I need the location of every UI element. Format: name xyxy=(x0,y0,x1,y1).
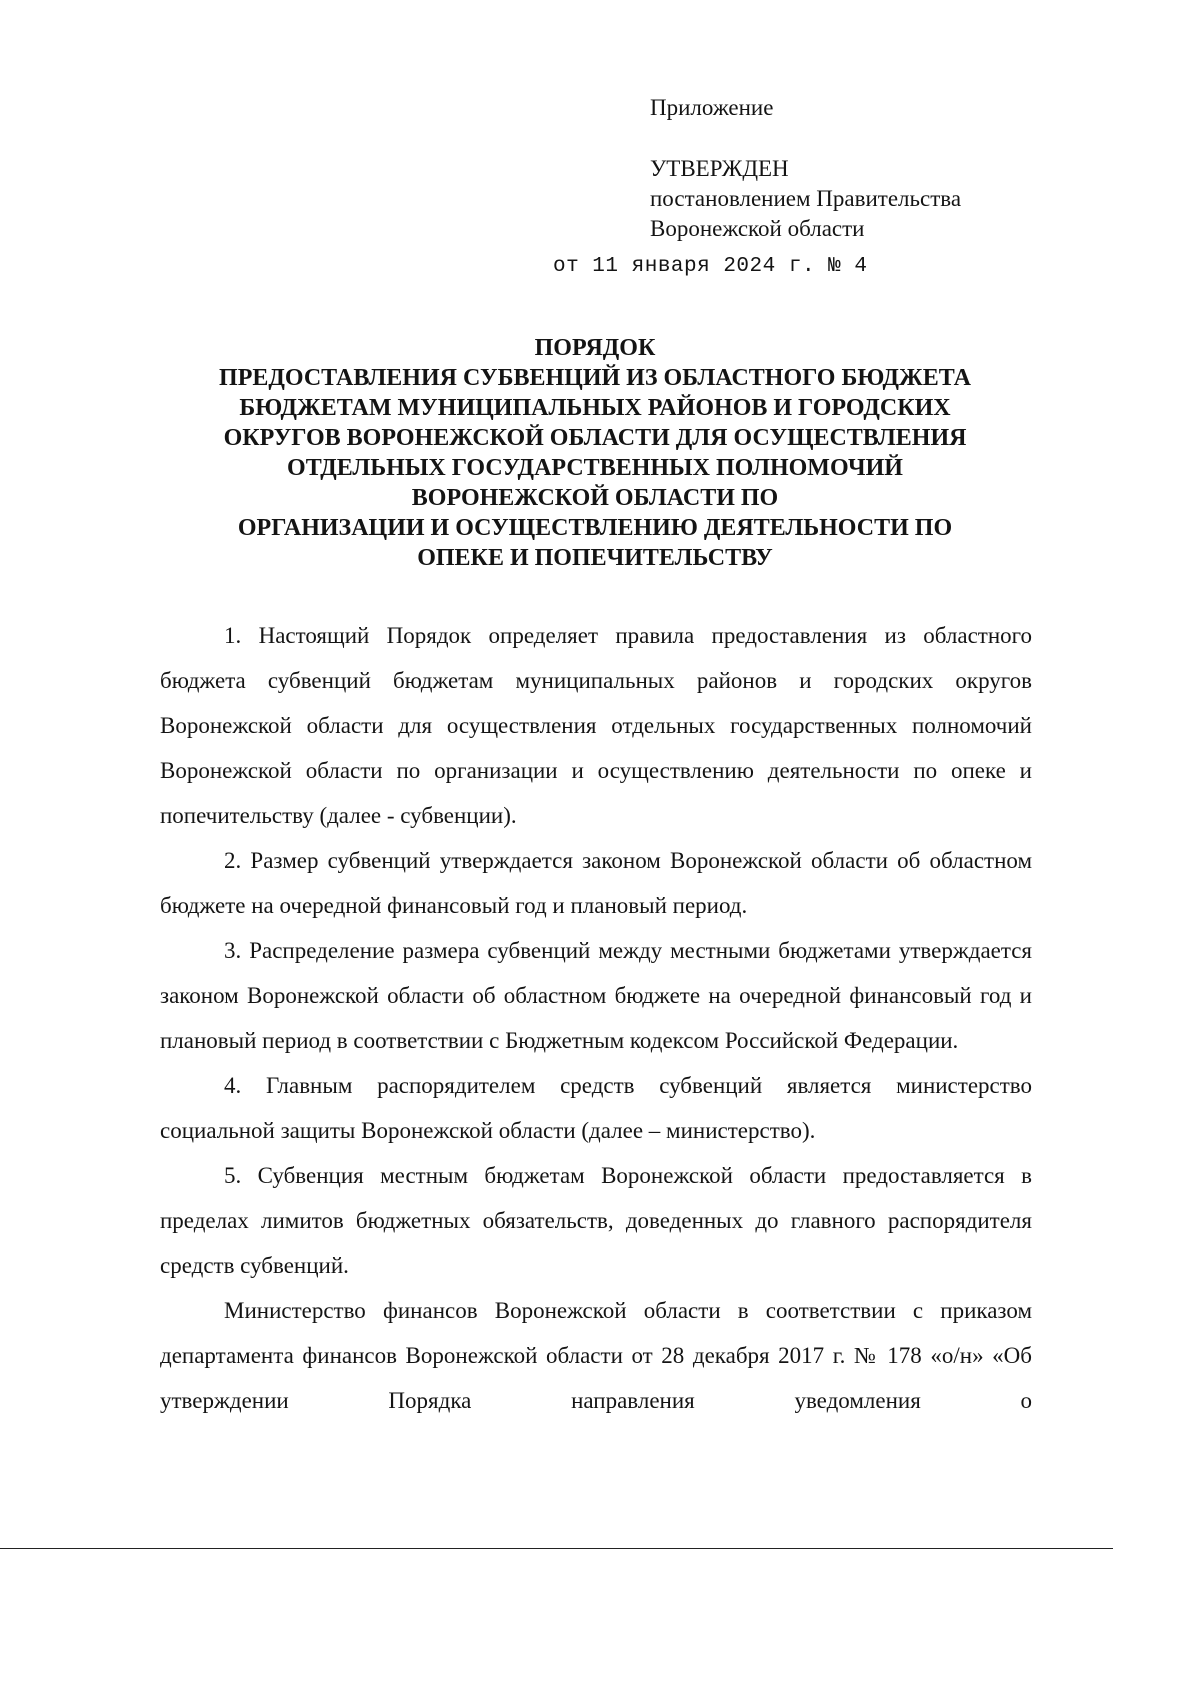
approval-block xyxy=(650,154,961,244)
title-line-5: ОТДЕЛЬНЫХ ГОСУДАРСТВЕННЫХ ПОЛНОМОЧИЙ xyxy=(287,455,903,481)
paragraph-5: 5. Субвенция местным бюджетам Воронежской области предоставляется в пределах лимитов бюджетных обязательств, доведенных до главного распорядителя средств субвенций. xyxy=(160,1163,1032,1278)
page-bottom-rule xyxy=(0,1548,1113,1549)
paragraph-1: 1. Настоящий Порядок определяет правила предоставления из областного бюджета субвенций бюджетам муниципальных районов и городских округов Воронежской области для осуществления отдельных государственных полномочий Воронежской области по организации и осуществлению деятельности по опеке и попечительству (далее - субвенции). xyxy=(160,623,1032,828)
title-line-8: ОПЕКЕ И ПОПЕЧИТЕЛЬСТВУ xyxy=(417,545,773,571)
paragraph-6: Министерство финансов Воронежской области в соответствии с приказом департамента финансов Воронежской области от 28 декабря 2017 г. № 178 «о/н» «Об утверждении Порядка направления уведомления о xyxy=(160,1298,1032,1413)
title-line-6: ВОРОНЕЖСКОЙ ОБЛАСТИ ПО xyxy=(411,485,779,511)
title-line-3: БЮДЖЕТАМ МУНИЦИПАЛЬНЫХ РАЙОНОВ И ГОРОДСКИХ xyxy=(239,395,951,421)
title-line-2: ПРЕДОСТАВЛЕНИЯ СУБВЕНЦИЙ ИЗ ОБЛАСТНОГО БЮДЖЕТА xyxy=(219,365,971,391)
appendix-label: Приложение xyxy=(650,95,774,120)
title-line-4: ОКРУГОВ ВОРОНЕЖСКОЙ ОБЛАСТИ ДЛЯ ОСУЩЕСТВЛЕНИЯ xyxy=(223,425,967,451)
paragraph-2: 2. Размер субвенций утверждается законом Воронежской области об областном бюджете на очередной финансовый год и плановый период. xyxy=(160,848,1032,918)
title-line-1: ПОРЯДОК xyxy=(534,335,656,361)
approved-label: УТВЕРЖДЕН xyxy=(650,156,789,181)
document-body xyxy=(160,613,1032,1423)
paragraph-4: 4. Главным распорядителем средств субвенций является министерство социальной защиты Воронежской области (далее – министерство). xyxy=(160,1073,1032,1143)
title-line-7: ОРГАНИЗАЦИИ И ОСУЩЕСТВЛЕНИЮ ДЕЯТЕЛЬНОСТИ ПО xyxy=(237,515,953,541)
approved-by-line-2: Воронежской области xyxy=(650,216,865,241)
approved-by-line-1: постановлением Правительства xyxy=(650,186,962,211)
decree-date-number: от 11 января 2024 г. № 4 xyxy=(553,255,868,278)
document-title xyxy=(150,333,1040,573)
paragraph-3: 3. Распределение размера субвенций между местными бюджетами утверждается законом Воронежской области об областном бюджете на очередной финансовый год и плановый период в соответствии с Бюджетным кодексом Российской Федерации. xyxy=(160,938,1032,1053)
